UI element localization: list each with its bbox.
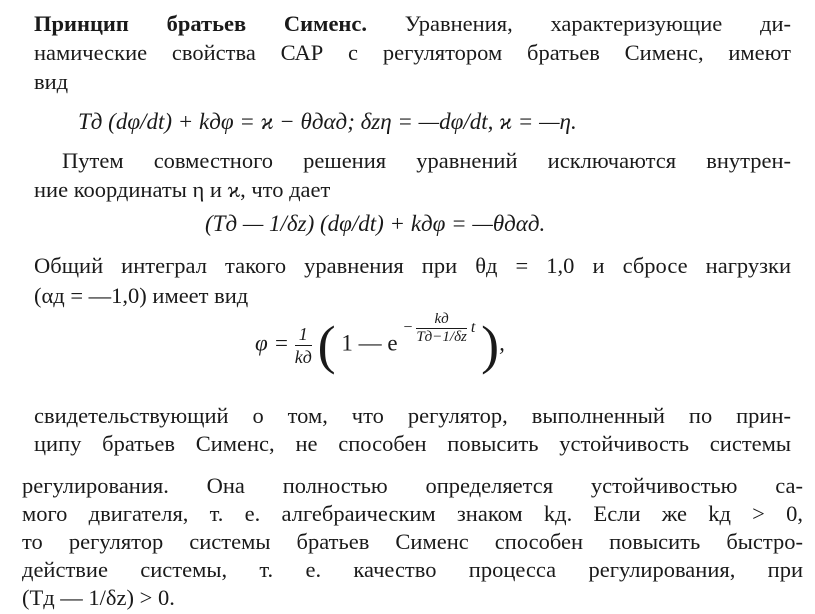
paragraph-line-1 <box>34 10 791 38</box>
eq3-fraction <box>295 323 312 368</box>
paragraph-line-6: Общий интеграл такого уравнения при θд = 1,0 и сбросе нагрузки <box>34 253 791 278</box>
paragraph-line-9: ципу братьев Сименс, не способен повысить устойчивость системы <box>34 431 791 456</box>
paragraph-line-2: намические свойства САР с регулятором братьев Сименс, имеют <box>34 40 791 65</box>
eq3-exp-denominator: Tд−1/δz <box>416 329 467 346</box>
paragraph-line-3: вид <box>34 69 69 94</box>
eq3-tail: , <box>499 330 505 356</box>
eq3-exponent: − $\frac{kд}{Tд-1/\delta z}$ t <box>403 311 476 346</box>
equation-1: Tд (dφ/dt) + kдφ = ϰ − θдαд; δzη = —dφ/dt, ϰ = —η. <box>78 109 577 134</box>
paragraph-line-10: регулирования. Она полностью определяется устойчивостью са- <box>22 473 803 498</box>
eq3-numerator: 1 <box>295 323 312 346</box>
paragraph-line-5: ние координаты η и ϰ, что дает <box>34 177 331 202</box>
line-1-text: Уравнения, характеризующие ди- <box>367 11 791 36</box>
paragraph-line-12: то регулятор системы братьев Сименс способен повысить быстро- <box>22 529 803 554</box>
eq3-exp-numerator: kд <box>416 311 467 329</box>
eq3-lhs: φ = <box>255 330 295 356</box>
eq3-close-paren: ) <box>481 315 500 375</box>
paragraph-line-8: свидетельствующий о том, что регулятор, выполненный по прин- <box>34 403 791 428</box>
paragraph-line-14: (Tд — 1/δz) > 0. <box>22 585 175 610</box>
eq3-denominator: kд <box>294 346 312 367</box>
paragraph-line-13: действие системы, т. е. качество процесса регулирования, при <box>22 557 803 582</box>
eq3-open-paren: ( <box>317 315 336 375</box>
equation-2: (Tд — 1/δz) (dφ/dt) + kдφ = —θдαд. <box>205 211 546 236</box>
paragraph-line-11: мого двигателя, т. е. алгебраическим знаком kд. Если же kд > 0, <box>22 501 803 526</box>
eq3-exp-t: t <box>470 319 476 337</box>
eq3-exp-fraction <box>416 311 467 346</box>
paragraph-line-7: (αд = —1,0) имеет вид <box>34 283 249 308</box>
eq3-mid: 1 — e <box>341 330 398 356</box>
section-heading: Принцип братьев Сименс. <box>34 11 368 36</box>
equation-3 <box>255 311 505 388</box>
paragraph-line-4: Путем совместного решения уравнений исключаются внутрен- <box>62 148 791 173</box>
